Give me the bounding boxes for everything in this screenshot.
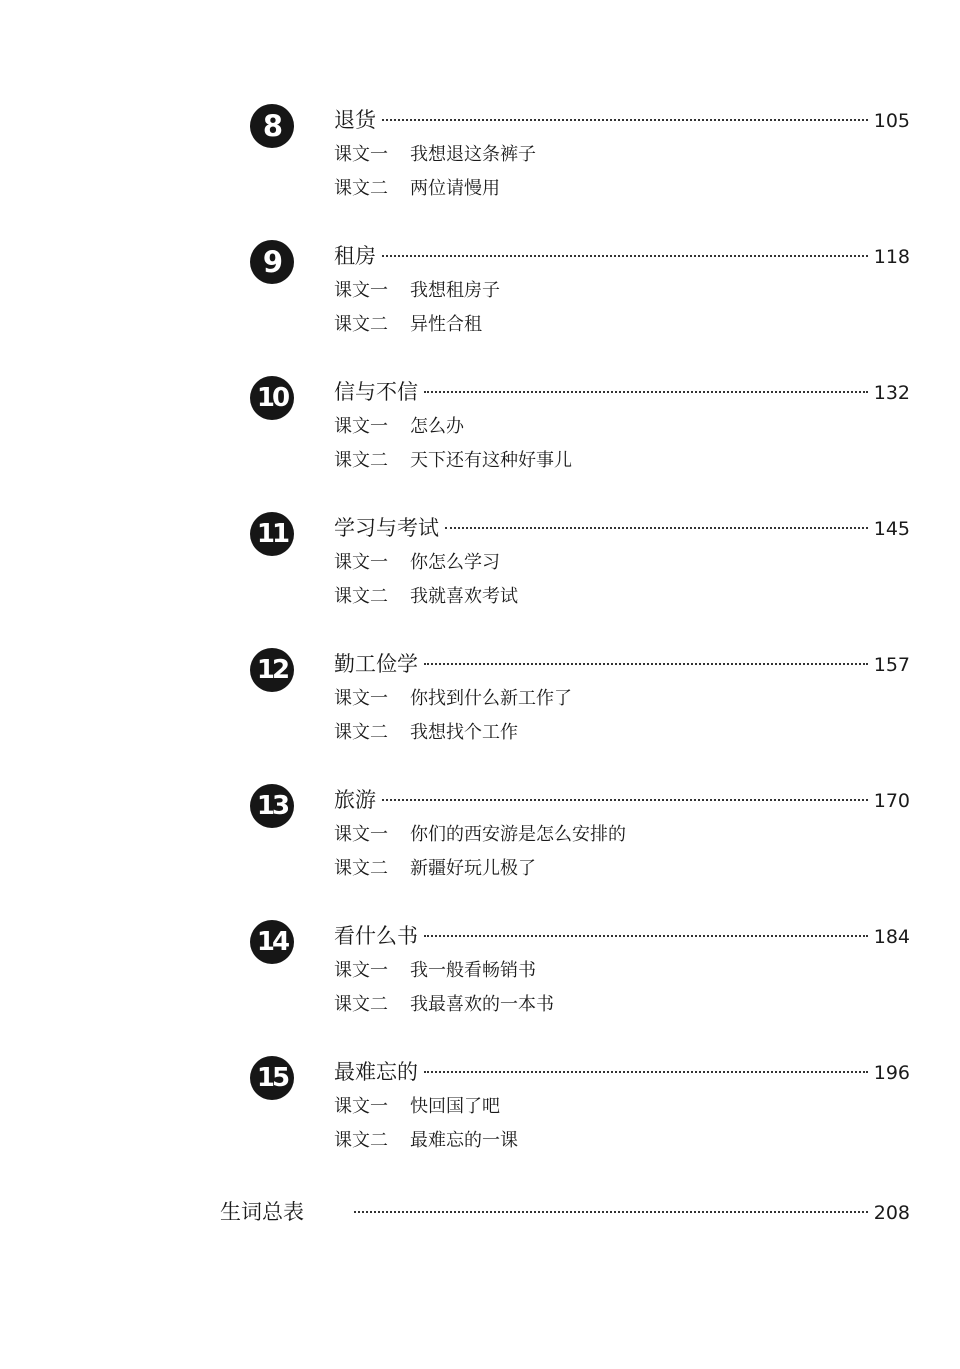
lesson-1 [334, 412, 464, 438]
lesson-title: 快回国了吧 [410, 1096, 500, 1117]
dot-leader [424, 663, 868, 665]
lesson-label: 课文二 [334, 722, 388, 743]
dot-leader [424, 1071, 868, 1073]
glossary-entry [220, 1196, 910, 1228]
unit-12 [250, 648, 910, 768]
unit-number-badge: 13 [250, 784, 294, 828]
unit-title: 租房 [334, 244, 376, 268]
unit-title: 信与不信 [334, 380, 418, 404]
unit-title-row [334, 512, 910, 542]
unit-title-row [334, 784, 910, 814]
unit-title-row [334, 104, 910, 134]
dot-leader [382, 255, 868, 257]
lesson-label: 课文二 [334, 178, 388, 199]
lesson-title: 我想退这条裤子 [410, 144, 536, 165]
lesson-1 [334, 548, 500, 574]
unit-10 [250, 376, 910, 496]
lesson-label: 课文一 [334, 960, 388, 981]
unit-title: 退货 [334, 108, 376, 132]
page-number: 184 [873, 926, 910, 948]
unit-number-badge: 10 [250, 376, 294, 420]
dot-leader [424, 935, 868, 937]
unit-14 [250, 920, 910, 1040]
unit-number-badge: 14 [250, 920, 294, 964]
page-number: 145 [873, 518, 910, 540]
lesson-title: 两位请慢用 [410, 178, 500, 199]
lesson-2 [334, 718, 518, 744]
dot-leader [382, 119, 868, 121]
unit-13 [250, 784, 910, 904]
unit-15 [250, 1056, 910, 1176]
lesson-2 [334, 1126, 518, 1152]
unit-number-badge: 12 [250, 648, 294, 692]
unit-number-badge: 9 [250, 240, 294, 284]
unit-number-badge: 11 [250, 512, 294, 556]
lesson-1 [334, 1092, 500, 1118]
page-number: 170 [873, 790, 910, 812]
page-number: 157 [873, 654, 910, 676]
lesson-label: 课文二 [334, 858, 388, 879]
lesson-title: 我想找个工作 [410, 722, 518, 743]
unit-title-row [334, 648, 910, 678]
lesson-title: 你找到什么新工作了 [410, 688, 572, 709]
lesson-2 [334, 582, 518, 608]
page-number: 118 [873, 246, 910, 268]
lesson-title: 怎么办 [410, 416, 464, 437]
unit-title-row [334, 1056, 910, 1086]
lesson-2 [334, 854, 536, 880]
lesson-2 [334, 990, 554, 1016]
glossary-title: 生词总表 [220, 1200, 304, 1224]
unit-number-badge: 8 [250, 104, 294, 148]
lesson-title: 新疆好玩儿极了 [410, 858, 536, 879]
dot-leader [445, 527, 868, 529]
unit-title: 旅游 [334, 788, 376, 812]
unit-8 [250, 104, 910, 224]
lesson-1 [334, 140, 536, 166]
lesson-title: 我就喜欢考试 [410, 586, 518, 607]
dot-leader [354, 1211, 868, 1213]
lesson-label: 课文一 [334, 552, 388, 573]
lesson-title: 你怎么学习 [410, 552, 500, 573]
unit-title-row [334, 240, 910, 270]
lesson-2 [334, 174, 500, 200]
lesson-title: 天下还有这种好事儿 [410, 450, 572, 471]
unit-title: 最难忘的 [334, 1060, 418, 1084]
lesson-label: 课文二 [334, 586, 388, 607]
lesson-label: 课文二 [334, 1130, 388, 1151]
lesson-2 [334, 446, 572, 472]
lesson-label: 课文一 [334, 144, 388, 165]
lesson-label: 课文一 [334, 688, 388, 709]
unit-title: 学习与考试 [334, 516, 439, 540]
dot-leader [424, 391, 868, 393]
page-number: 196 [873, 1062, 910, 1084]
lesson-label: 课文二 [334, 314, 388, 335]
lesson-1 [334, 684, 572, 710]
unit-title-row [334, 376, 910, 406]
lesson-title: 我想租房子 [410, 280, 500, 301]
lesson-1 [334, 820, 626, 846]
lesson-label: 课文一 [334, 1096, 388, 1117]
lesson-label: 课文二 [334, 994, 388, 1015]
lesson-title: 我最喜欢的一本书 [410, 994, 554, 1015]
unit-title: 勤工俭学 [334, 652, 418, 676]
lesson-label: 课文一 [334, 416, 388, 437]
lesson-1 [334, 956, 536, 982]
page-number: 132 [873, 382, 910, 404]
lesson-label: 课文一 [334, 824, 388, 845]
unit-number-badge: 15 [250, 1056, 294, 1100]
lesson-title: 最难忘的一课 [410, 1130, 518, 1151]
lesson-title: 你们的西安游是怎么安排的 [410, 824, 626, 845]
unit-9 [250, 240, 910, 360]
lesson-title: 异性合租 [410, 314, 482, 335]
lesson-label: 课文一 [334, 280, 388, 301]
page-number: 105 [873, 110, 910, 132]
unit-title: 看什么书 [334, 924, 418, 948]
page-number: 208 [873, 1202, 910, 1224]
unit-title-row [334, 920, 910, 950]
unit-11 [250, 512, 910, 632]
lesson-2 [334, 310, 482, 336]
lesson-label: 课文二 [334, 450, 388, 471]
lesson-1 [334, 276, 500, 302]
lesson-title: 我一般看畅销书 [410, 960, 536, 981]
dot-leader [382, 799, 868, 801]
